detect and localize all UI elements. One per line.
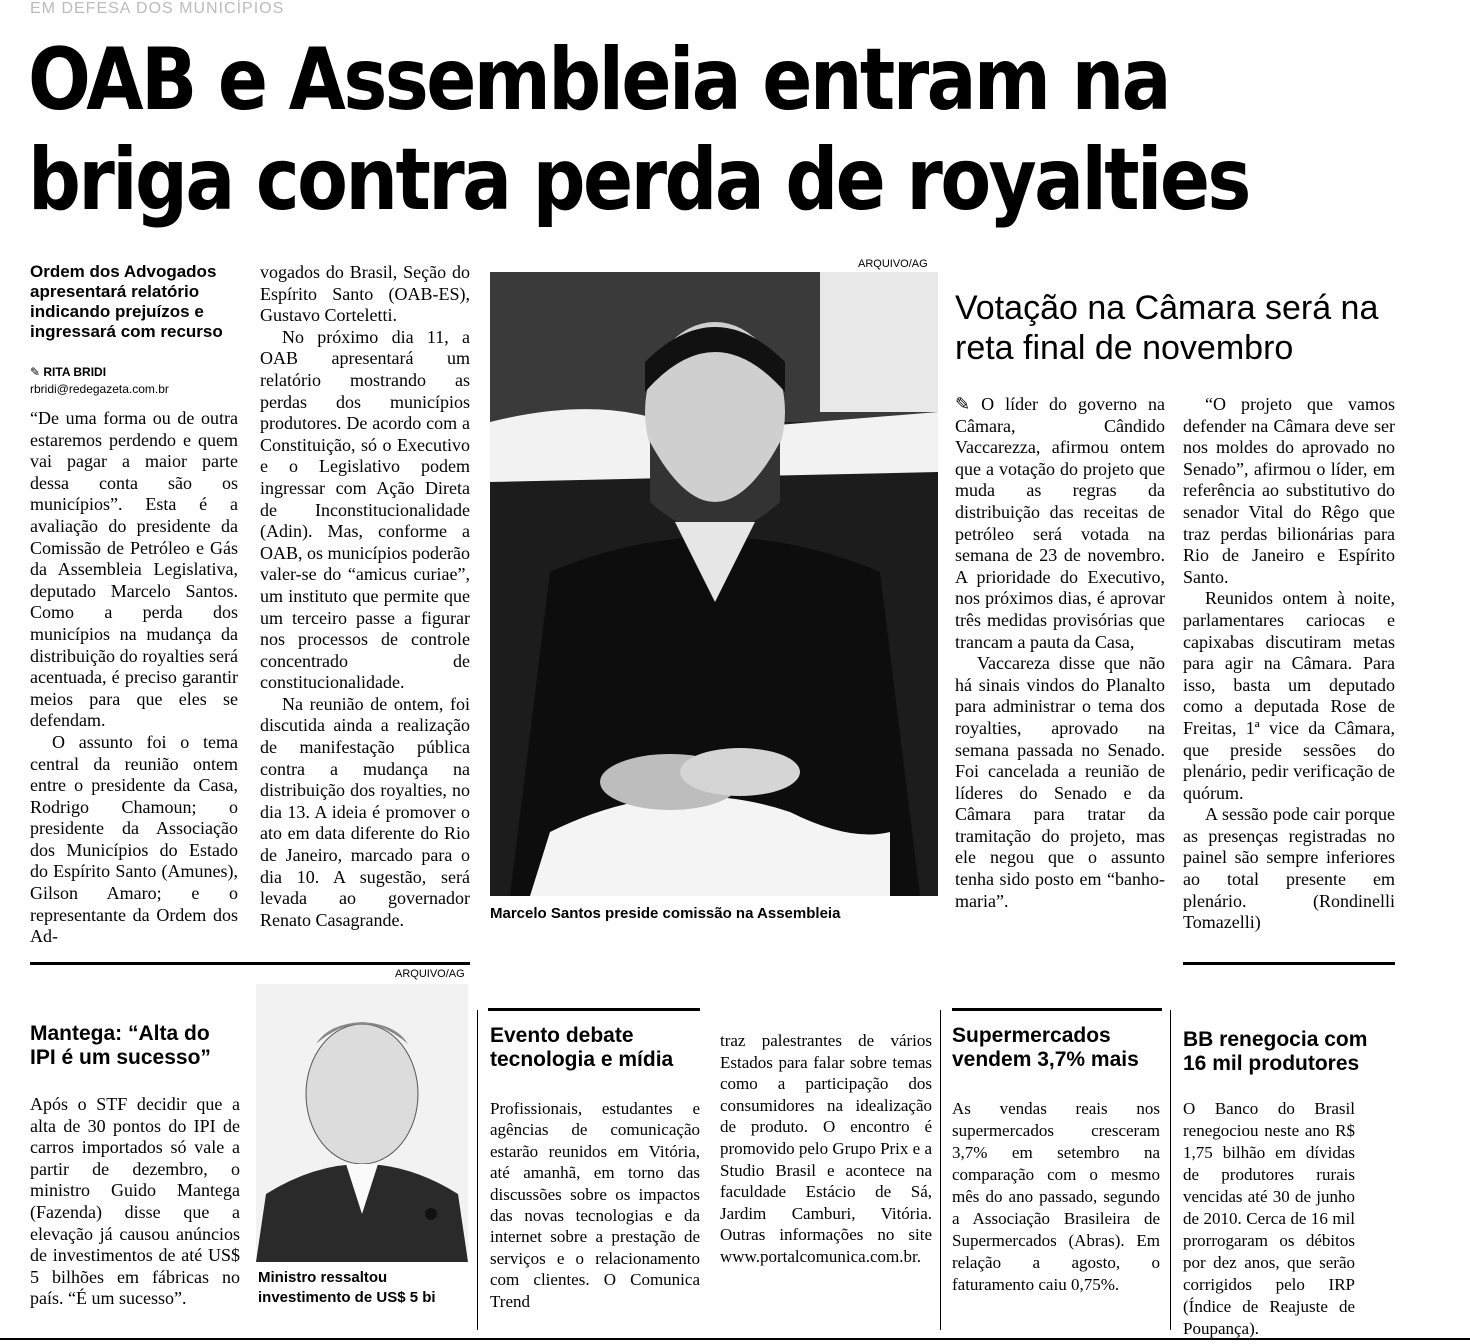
article-column-1 <box>30 408 238 948</box>
article-paragraph: No próximo dia 11, a OAB apresentará um relatório mostrando as perdas dos municípios produtores. De acordo com a Constituição, só o Executivo e o Legislativo podem ingressar com Ação Direta de Inconstitucionalidade (Adin). Mas, conforme a OAB, os municípios poderão valer-se do “amicus curiae”, um instituto que permite que um terceiro passe a figurar nos processos de controle concentrado de constitucionalidade. <box>260 326 470 693</box>
column-divider <box>940 1010 941 1330</box>
brief-title: BB renegocia com 16 mil produtores <box>1183 1028 1368 1075</box>
sidebar-title: Votação na Câmara será na reta final de novembro <box>955 289 1379 367</box>
byline-email: rbridi@redegazeta.com.br <box>30 382 169 396</box>
article-paragraph: vogados do Brasil, Seção do Espírito Santo (OAB-ES), Gustavo Corteletti. <box>260 262 470 326</box>
brief-text: O Banco do Brasil renegociou neste ano R$ 1,75 bilhão em dívidas de produtores rurais vencidas até 30 de junho de 2010. Cerca de 16 mil prorrogaram os débitos por dez anos, que serão corrigidos pelo IRP (Índice de Reajuste de Poupança). <box>1183 1099 1355 1338</box>
sidebar-paragraph: Vaccareza disse que não há sinais vindos do Planalto para administrar o tema dos royalties, aprovado na semana passada no Senado. Foi cancelada a reunião de líderes do Senado e da Câmara para tratar da tramitação do projeto, mas ele negou que o assunto tenha sido posto em “banho-maria”. <box>955 653 1165 911</box>
sidebar-column-1 <box>955 394 1165 912</box>
minister-photo <box>256 984 468 1262</box>
section-rule <box>488 1008 700 1011</box>
article-deck: Ordem dos Advogados apresentará relatório indicando prejuízos e ingressará com recurso <box>30 262 223 341</box>
sidebar-column-2 <box>1183 394 1395 934</box>
pen-icon: ✎ <box>955 394 982 414</box>
sidebar-paragraph: A sessão pode cair porque as presenças registradas no painel são sempre inferiores ao total presente em plenário. (Rondinelli Tomazelli) <box>1183 804 1395 933</box>
sidebar-paragraph: Reunidos ontem à noite, parlamentares cariocas e capixabas discutiram metas para agir na Câmara. Para isso, basta um deputado como a deputada Rose de Freitas, 1ª vice da Câmara, que preside sessões do plenário, pedir verificação de quórum. <box>1183 588 1395 803</box>
brief-title: Supermercados vendem 3,7% mais <box>952 1024 1139 1071</box>
brief-title: Evento debate tecnologia e mídia <box>490 1024 674 1071</box>
headline-line-1: OAB e Assembleia entram na <box>28 30 1169 130</box>
brief-text: Após o STF decidir que a alta de 30 pontos do IPI de carros importados só vale a partir de dezembro, o ministro Guido Mantega (Fazenda) disse que a elevação já causou anúncios de investimentos de até US$ 5 bilhões em fábricas no país. “É um sucesso”. <box>30 1094 240 1309</box>
headline <box>28 30 1249 230</box>
headline-line-2: briga contra perda de royalties <box>28 130 1249 230</box>
brief-text: traz palestrantes de vários Estados para falar sobre temas como a participação dos consumidores na idealização de produto. O encontro é promovido pelo Grupo Prix e a Studio Brasil e acontece na faculdade Estácio de Sá, Jardim Camburi, Vitória. Outras informações no site www.portalcomunica.com.br. <box>720 1031 932 1266</box>
section-rule <box>30 962 470 965</box>
photo-caption: Ministro ressaltou investimento de US$ 5 bi <box>258 1269 436 1306</box>
article-paragraph: O assunto foi o tema central da reunião ontem entre o presidente da Casa, Rodrigo Chamoun; o presidente da Associação dos Municípios do Estado do Espírito Santo (Amunes), Gilson Amaro; e o representante da Ordem dos Ad- <box>30 731 238 947</box>
article-paragraph: Na reunião de ontem, foi discutida ainda a realização de manifestação pública contra a mudança na distribuição dos royalties, no dia 13. A ideia é promover o ato em data diferente do Rio de Janeiro, marcado para o dia 10. A sugestão, será levada ao governador Renato Casagrande. <box>260 693 470 930</box>
section-kicker: EM DEFESA DOS MUNICÍPIOS <box>30 0 285 17</box>
article-paragraph: “De uma forma ou de outra estaremos perdendo e quem vai pagar a maior parte dessa conta são os municípios”. Esta é a avaliação do presidente da Comissão de Petróleo e Gás da Assembleia Legislativa, deputado Marcelo Santos. Como a perda dos municípios na mudança da distribuição do royalties será acentuada, é preciso garantir meios para que eles se defendam. <box>30 408 238 731</box>
photo-credit: ARQUIVO/AG <box>395 968 465 980</box>
brief-title: Mantega: “Alta do IPI é um sucesso” <box>30 1022 211 1069</box>
photo-caption: Marcelo Santos preside comissão na Assembleia <box>490 905 841 922</box>
sidebar-paragraph: “O projeto que vamos defender na Câmara deve ser nos moldes do aprovado no Senado”, afirmou o líder, em referência ao substitutivo do senador Vital do Rêgo que traz perdas bilionárias para Rio de Janeiro e Espírito Santo. <box>1183 394 1395 587</box>
section-rule <box>1183 962 1395 965</box>
byline <box>30 364 240 398</box>
byline-name: RITA BRIDI <box>43 365 107 379</box>
brief-text: Profissionais, estudantes e agências de comunicação estarão reunidos em Vitória, até amanhã, em torno das discussões sobre os impactos das novas tecnologias e da internet sobre a prestação de serviços e o relacionamento com clientes. O Comunica Trend <box>490 1099 700 1311</box>
article-column-2 <box>260 262 470 931</box>
minister-photo-image <box>256 984 468 1262</box>
pen-icon: ✎ <box>30 365 44 379</box>
brief-text: As vendas reais nos supermercados cresceram 3,7% em setembro na comparação com o mesmo mês do ano passado, segundo a Associação Brasileira de Supermercados (Abras). Em relação a agosto, o faturamento caiu 0,75%. <box>952 1099 1160 1294</box>
portrait-photo-image <box>490 272 938 896</box>
sidebar-paragraph: ✎ O líder do governo na Câmara, Cândido Vaccarezza, afirmou ontem que a votação do projeto que muda as regras da distribuição das receitas de petróleo será votada na semana de 23 de novembro. A prioridade do Executivo, nos próximos dias, é aprovar três medidas provisórias que trancam a pauta da Casa, <box>955 394 1165 652</box>
photo-credit: ARQUIVO/AG <box>858 258 928 270</box>
column-divider <box>477 1010 478 1330</box>
column-divider <box>1170 1010 1171 1330</box>
portrait-photo <box>490 272 938 896</box>
section-rule <box>952 1008 1162 1011</box>
